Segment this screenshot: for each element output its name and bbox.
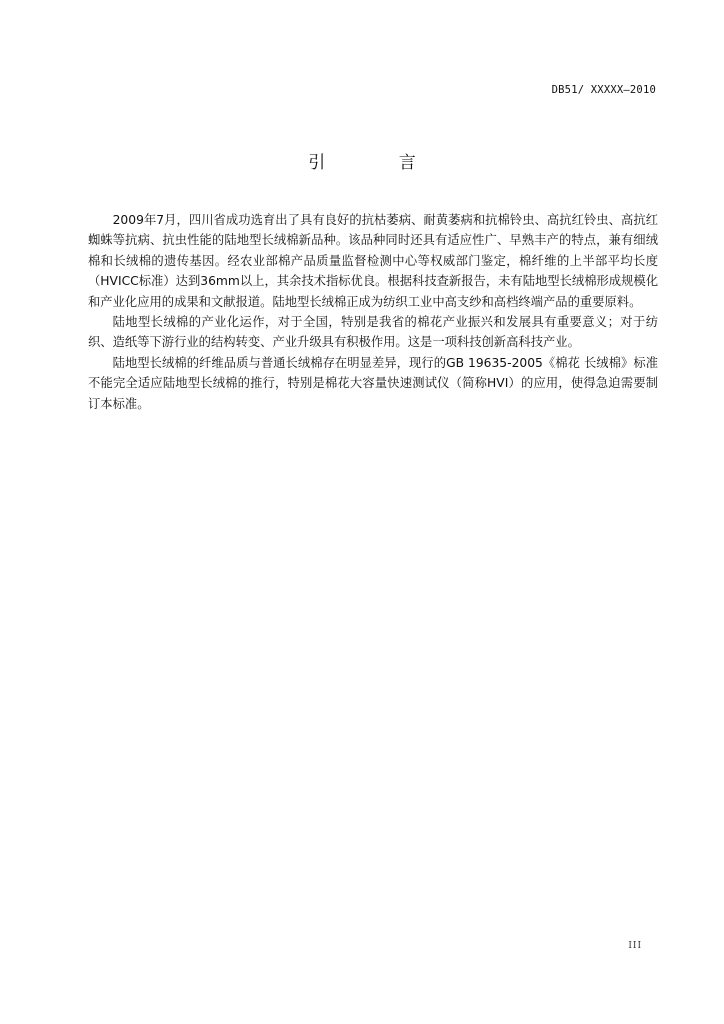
introduction-body [88, 210, 658, 414]
paragraph: 陆地型长绒棉的产业化运作，对于全国，特别是我省的棉花产业振兴和发展具有重要意义；对于纺织、造纸等下游行业的结构转变、产业升级具有积极作用。这是一项科技创新高科技产业。 [88, 315, 658, 350]
paragraph: 陆地型长绒棉的纤维品质与普通长绒棉存在明显差异，现行的GB 19635-2005《棉花 长绒棉》标准不能完全适应陆地型长绒棉的推行，特别是棉花大容量快速测试仪（简称HVI）的应用，使得急迫需要制订本标准。 [88, 355, 658, 411]
page-number: III [628, 941, 642, 951]
standard-code: DB51/ XXXXX—2010 [551, 84, 656, 96]
paragraph: 2009年7月，四川省成功选育出了具有良好的抗枯萎病、耐黄萎病和抗棉铃虫、高抗红铃虫、高抗红蜘蛛等抗病、抗虫性能的陆地型长绒棉新品种。该品种同时还具有适应性广、早熟丰产的特点，兼有细绒棉和长绒棉的遗传基因。经农业部棉产品质量监督检测中心等权威部门鉴定，棉纤维的上半部平均长度（HVICC标准）达到36mm以上，其余技术指标优良。根据科技查新报告，未有陆地型长绒棉形成规模化和产业化应用的成果和文献报道。陆地型长绒棉正成为纺织工业中高支纱和高档终端产品的重要原料。 [88, 213, 658, 309]
page-title: 引 言 [308, 153, 450, 173]
